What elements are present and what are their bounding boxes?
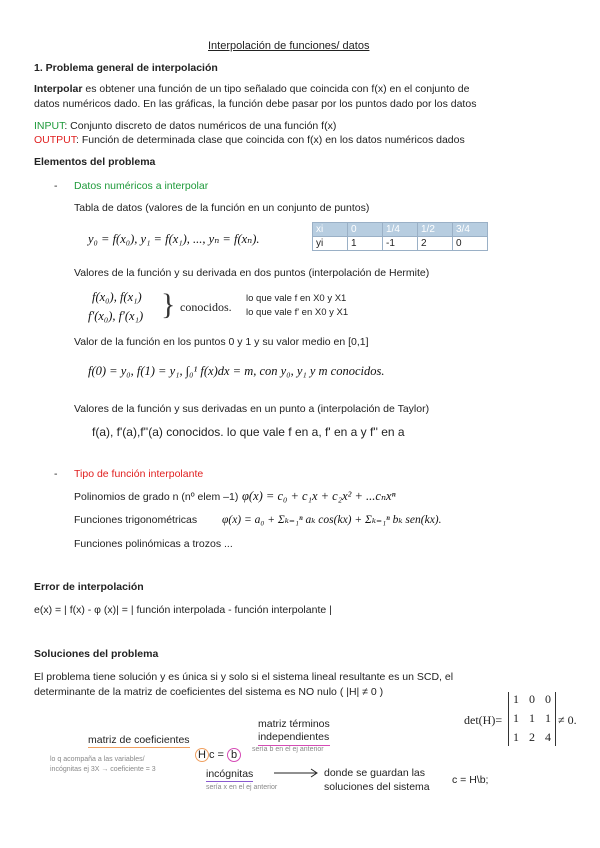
poly-label: Polinomios de grado n (nº elem –1) xyxy=(74,491,239,503)
solve-code: c = H\b; xyxy=(452,774,489,786)
taylor-formula: f(a), f'(a),f''(a) conocidos. xyxy=(92,425,224,439)
hermite-caption: Valores de la función y su derivada en dos puntos (interpolación de Hermite) xyxy=(74,267,430,279)
intro-line-2: datos numéricos dado. En las gráficas, la función debe pasar por los puntos dado por los datos xyxy=(34,98,477,110)
det-cell: 0 xyxy=(529,692,535,706)
intro-term: Interpolar xyxy=(34,83,83,95)
hermite-line-2: f′(x₀), f′(x₁) xyxy=(88,309,144,323)
mean-caption: Valor de la función en los puntos 0 y 1 y su valor medio en [0,1] xyxy=(74,336,369,348)
intro-text: es obtener una función de un tipo señalado que coincida con f(x) en el conjunto de xyxy=(82,83,470,95)
table-row xyxy=(313,237,488,251)
table-cell: yi xyxy=(313,237,348,251)
input-line xyxy=(34,120,336,132)
equation-c: c xyxy=(208,749,215,761)
data-table xyxy=(312,222,488,251)
terms-label xyxy=(258,718,330,746)
data-heading: Datos numéricos a interpolar xyxy=(74,180,209,192)
taylor-caption: Valores de la función y sus derivadas en un punto a (interpolación de Taylor) xyxy=(74,403,430,415)
piecewise-label: Funciones polinómicas a trozos ... xyxy=(74,538,233,550)
bullet-dash: - xyxy=(54,468,58,480)
table-cell: 1/2 xyxy=(418,223,453,237)
unknowns-note: sería x en el ej anterior xyxy=(206,784,278,791)
hermite-line-1: f(x₀), f(x₁) xyxy=(92,290,142,304)
solutions-heading: Soluciones del problema xyxy=(34,648,159,660)
arrow-text-2: soluciones del sistema xyxy=(324,781,430,793)
trig-formula: φ(x) = a₀ + Σₖ₌₁ⁿ aₖ cos(kx) + Σₖ₌₁ⁿ bₖ sen(kx). xyxy=(222,514,442,526)
terms-note: sería b en el ej anterior xyxy=(252,746,324,753)
hermite-note-1: lo que vale f en X0 y X1 xyxy=(246,293,347,304)
matrix-label: matriz de coeficientes xyxy=(88,734,190,746)
unknowns-label: incógnitas xyxy=(206,768,254,780)
arrow-icon xyxy=(272,768,322,778)
solutions-line-2: determinante de la matriz de coeficientes del sistema es NO nulo ( |H| ≠ 0 ) xyxy=(34,686,384,698)
det-matrix xyxy=(508,692,556,746)
type-heading: Tipo de función interpolante xyxy=(74,468,204,480)
det-label: det(H)= xyxy=(464,713,503,727)
table-cell: xi xyxy=(313,223,348,237)
taylor-note: lo que vale f en a, f' en a y f'' en a xyxy=(223,425,405,439)
error-heading: Error de interpolación xyxy=(34,581,144,593)
det-cell: 0 xyxy=(545,692,551,706)
table-caption: Tabla de datos (valores de la función en un conjunto de puntos) xyxy=(74,202,370,214)
solutions-line-1: El problema tiene solución y es única si y solo si el sistema lineal resultante es un SCD, el xyxy=(34,671,454,683)
equation xyxy=(195,748,241,762)
table-cell: 1 xyxy=(348,237,383,251)
hermite-known: conocidos. xyxy=(180,300,232,314)
det-cell: 1 xyxy=(513,711,519,725)
poly-formula: φ(x) = c₀ + c₁x + c₂x² + ...cₙxⁿ xyxy=(242,489,396,503)
brace-icon: } xyxy=(161,288,176,321)
matrix-note-2: incógnitas ej 3X → coeficiente = 3 xyxy=(50,766,156,773)
det-cell: 2 xyxy=(529,730,535,744)
table-cell: 2 xyxy=(418,237,453,251)
terms-label-line-2: independientes xyxy=(258,731,330,743)
det-cell: 1 xyxy=(545,711,551,725)
error-formula: e(x) = | f(x) - φ (x)| = | función interpolada - función interpolante | xyxy=(34,604,332,616)
det-cell: 4 xyxy=(545,730,551,744)
equation-h: H xyxy=(195,748,209,762)
hermite-note-2: lo que vale f' en X0 y X1 xyxy=(246,307,349,318)
table-cell: -1 xyxy=(383,237,418,251)
table-cell: 3/4 xyxy=(453,223,488,237)
elements-heading: Elementos del problema xyxy=(34,156,156,168)
input-label: INPUT xyxy=(34,120,65,132)
bullet-dash: - xyxy=(54,180,58,192)
output-label: OUTPUT xyxy=(34,134,76,146)
table-cell: 0 xyxy=(348,223,383,237)
det-cell: 1 xyxy=(513,730,519,744)
table-header-row xyxy=(313,223,488,237)
equation-eq: = xyxy=(214,749,227,761)
arrow-text-1: donde se guardan las xyxy=(324,767,425,779)
table-cell: 0 xyxy=(453,237,488,251)
output-text: : Función de determinada clase que coincida con f(x) en los datos numéricos dados xyxy=(76,134,465,146)
intro-line-1 xyxy=(34,83,469,95)
input-text: : Conjunto discreto de datos numéricos de una función f(x) xyxy=(64,120,337,132)
matrix-note-1: lo q acompaña a las variables/ xyxy=(50,756,145,763)
trig-label: Funciones trigonométricas xyxy=(74,514,198,526)
det-result: ≠ 0. xyxy=(558,713,577,727)
terms-label-line-1: matriz términos xyxy=(258,718,330,730)
equation-b: b xyxy=(227,748,241,762)
table-cell: 1/4 xyxy=(383,223,418,237)
page-title: Interpolación de funciones/ datos xyxy=(208,40,370,52)
taylor-line xyxy=(92,425,405,439)
table-formula: y₀ = f(x₀), y₁ = f(x₁), ..., yₙ = f(xₙ). xyxy=(88,232,260,246)
det-cell: 1 xyxy=(529,711,535,725)
output-line xyxy=(34,134,465,146)
mean-formula: f(0) = y₀, f(1) = y₁, ∫₀¹ f(x)dx = m, con y₀, y₁ y m conocidos. xyxy=(88,364,385,378)
det-cell: 1 xyxy=(513,692,519,706)
section-heading: 1. Problema general de interpolación xyxy=(34,62,218,74)
